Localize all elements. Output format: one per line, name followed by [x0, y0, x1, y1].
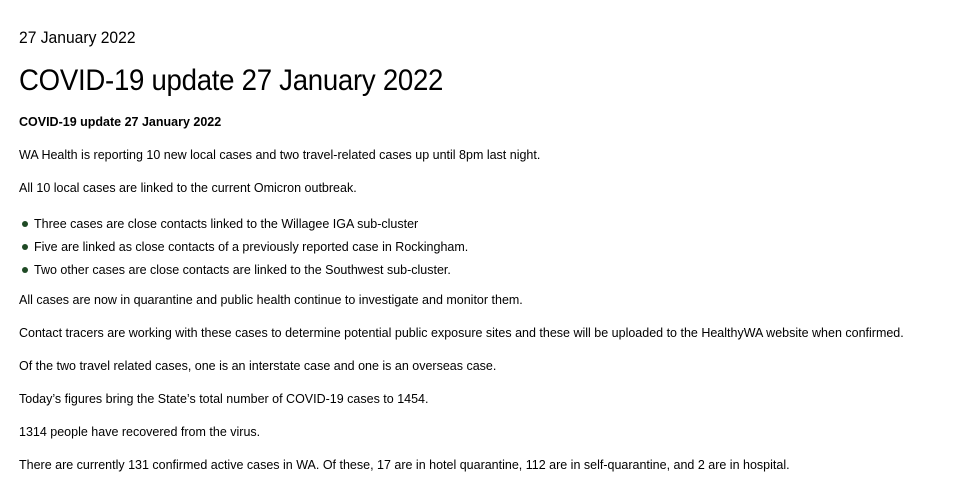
paragraph: Contact tracers are working with these cases to determine potential public exposure sites and these will be uploaded to the HealthyWA website when confirmed.	[19, 326, 904, 340]
list-item-text: Three cases are close contacts linked to the Willagee IGA sub-cluster	[34, 216, 419, 231]
bullet-list	[19, 212, 468, 281]
bullet-icon	[22, 244, 28, 250]
list-item-text: Five are linked as close contacts of a previously reported case in Rockingham.	[34, 239, 469, 254]
paragraph: There are currently 131 confirmed active cases in WA. Of these, 17 are in hotel quarantine, 112 are in self-quarantine, and 2 are in hospital.	[19, 458, 790, 472]
list-item	[19, 212, 468, 235]
page-title: COVID-19 update 27 January 2022	[19, 64, 444, 97]
paragraph: 1314 people have recovered from the virus.	[19, 425, 261, 439]
list-item	[19, 235, 468, 258]
paragraph: WA Health is reporting 10 new local cases and two travel-related cases up until 8pm last night.	[19, 148, 541, 162]
article-subheading: COVID-19 update 27 January 2022	[19, 115, 222, 129]
bullet-icon	[22, 267, 28, 273]
article-date: 27 January 2022	[19, 28, 136, 47]
paragraph: Today’s figures bring the State’s total number of COVID-19 cases to 1454.	[19, 392, 429, 406]
bullet-icon	[22, 221, 28, 227]
list-item-text: Two other cases are close contacts are linked to the Southwest sub-cluster.	[34, 262, 451, 277]
paragraph: Of the two travel related cases, one is an interstate case and one is an overseas case.	[19, 359, 497, 373]
list-item	[19, 258, 468, 281]
paragraph: All 10 local cases are linked to the current Omicron outbreak.	[19, 181, 357, 195]
paragraph: All cases are now in quarantine and public health continue to investigate and monitor them.	[19, 293, 523, 307]
